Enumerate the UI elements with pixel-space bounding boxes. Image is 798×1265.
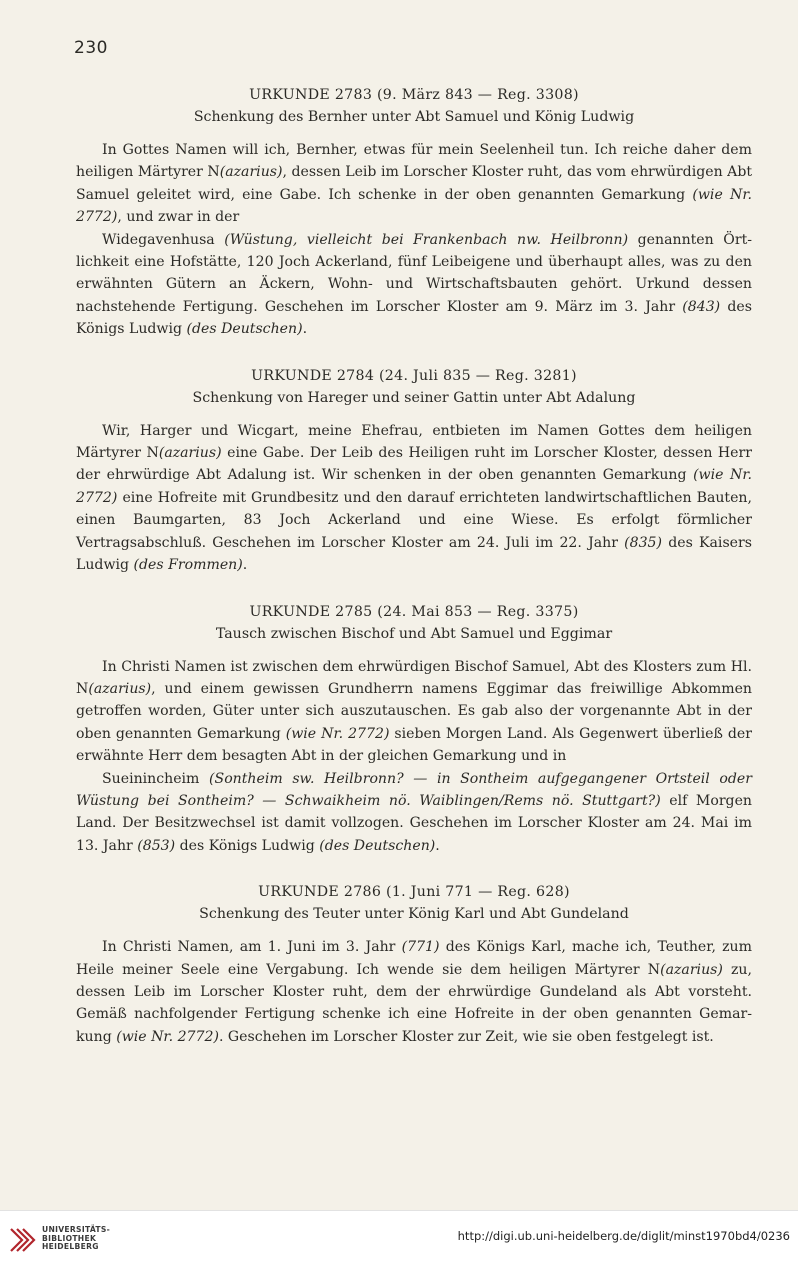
logo-line: UNIVERSITÄTS- [42, 1225, 111, 1234]
charter-paragraph: In Christi Namen, am 1. Juni im 3. Jahr (771) des Königs Karl, mache ich, Teuther, zum Heile meiner Seele eine Vergabung. Ich wende sie dem heiligen Märtyrer N(azarius) zu, dessen Leib im Lorscher Kloster ruht, dem der ehrwürdige Gundeland als Abt vorsteht. Gemäß nachfolgender Fertigung schenke ich eine Hofreite in der oben genannten Gemarkung (wie Nr. 2772). Geschehen im Lorscher Kloster zur Zeit, wie sie oben festgelegt ist. [76, 939, 752, 1045]
charter-subtitle: Tausch zwischen Bischof und Abt Samuel und Eggimar [215, 625, 613, 642]
charter-paragraph: Widegavenhusa (Wüstung, vielleicht bei Frankenbach nw. Heilbronn) genannten Örtlichkeit eine Hofstätte, 120 Joch Ackerland, fünf Leibeigene und überhaupt alles, was zu den erwähnten Gütern an Äckern, Wohn- und Wirtschaftsbauten gehört. Urkund dessen nachstehende Fertigung. Geschehen im Lorscher Kloster am 9. März im 3. Jahr (843) des Königs Ludwig (des Deutschen). [76, 231, 752, 338]
charter-heading: URKUNDE 2783 (9. März 843 — Reg. 3308) [249, 87, 579, 103]
charter-heading: URKUNDE 2786 (1. Juni 771 — Reg. 628) [258, 884, 570, 901]
charter-section [76, 601, 752, 858]
page-url-link[interactable]: http://digi.ub.uni-heidelberg.de/diglit/minst1970bd4/0236 [457, 1229, 790, 1243]
charter-heading: URKUNDE 2785 (24. Mai 853 — Reg. 3375) [249, 603, 579, 620]
university-library-name [42, 1226, 110, 1252]
logo-line: BIBLIOTHEK [42, 1233, 97, 1243]
charter-subtitle: Schenkung des Teuter unter König Karl und Abt Gundeland [199, 906, 629, 923]
viewer-footer [0, 1210, 798, 1265]
charter-paragraph: In Christi Namen ist zwischen dem ehrwürdigen Bischof Samuel, Abt des Klosters zum Hl. N(azarius), und einem gewissen Grundherrn namens Eggimar das freiwillige Abkommen getroffen worden, Güter unter sich auszutauschen. Es gab also der vorgenannte Abt in der oben genannten Gemarkung (wie Nr. 2772) sieben Morgen Land. Als Gegenwert überließ der erwähnte Herr dem besagten Abt in der gleichen Gemarkung und in [76, 658, 752, 765]
charter-section [76, 84, 752, 341]
charter-heading: URKUNDE 2784 (24. Juli 835 — Reg. 3281) [251, 367, 577, 384]
logo-line: HEIDELBERG [42, 1242, 99, 1252]
charter-paragraph: In Gottes Namen will ich, Bernher, etwas für mein Seelenheil tun. Ich reiche daher dem heiligen Märtyrer N(azarius), dessen Leib im Lorscher Kloster ruht, das vom ehrwürdigen Abt Samuel geleitet wird, eine Gabe. Ich schenke in der oben genannten Gemarkung (wie Nr. 2772), und zwar in der [76, 142, 752, 226]
charter-section [76, 365, 752, 577]
charter-subtitle: Schenkung des Bernher unter Abt Samuel und König Ludwig [193, 109, 635, 125]
page-number: 230 [74, 38, 108, 58]
university-library-logo-icon[interactable] [8, 1225, 36, 1255]
document-body [76, 84, 752, 1072]
charter-paragraph: Wir, Harger und Wicgart, meine Ehefrau, entbieten im Namen Gottes dem heiligen Märtyrer N(azarius) eine Gabe. Der Leib des Heiligen ruht im Lorscher Kloster, dessen Herr der ehrwürdige Abt Adalung ist. Wir schenken in der oben genannten Gemarkung (wie Nr. 2772) eine Hofreite mit Grundbesitz und den darauf errichteten landwirtschaftlichen Bauten, einen Baumgarten, 83 Joch Ackerland und eine Wiese. Es erfolgt förmlicher Vertragsabschluß. Geschehen im Lorscher Kloster am 24. Juli im 22. Jahr (835) des Kaisers Ludwig (des Frommen). [76, 422, 753, 574]
charter-subtitle: Schenkung von Hareger und seiner Gattin unter Abt Adalung [192, 389, 636, 406]
charter-section [76, 881, 752, 1048]
charter-paragraph: Sueinincheim (Sontheim sw. Heilbronn? — in Sontheim aufgegangener Ortsteil oder Wüstung bei Sontheim? — Schwaikheim nö. Waiblingen/Rems nö. Stuttgart?) elf Morgen Land. Der Besitzwechsel ist damit vollzogen. Geschehen im Lorscher Kloster am 24. Mai im 13. Jahr (853) des Königs Ludwig (des Deutschen). [76, 770, 753, 854]
